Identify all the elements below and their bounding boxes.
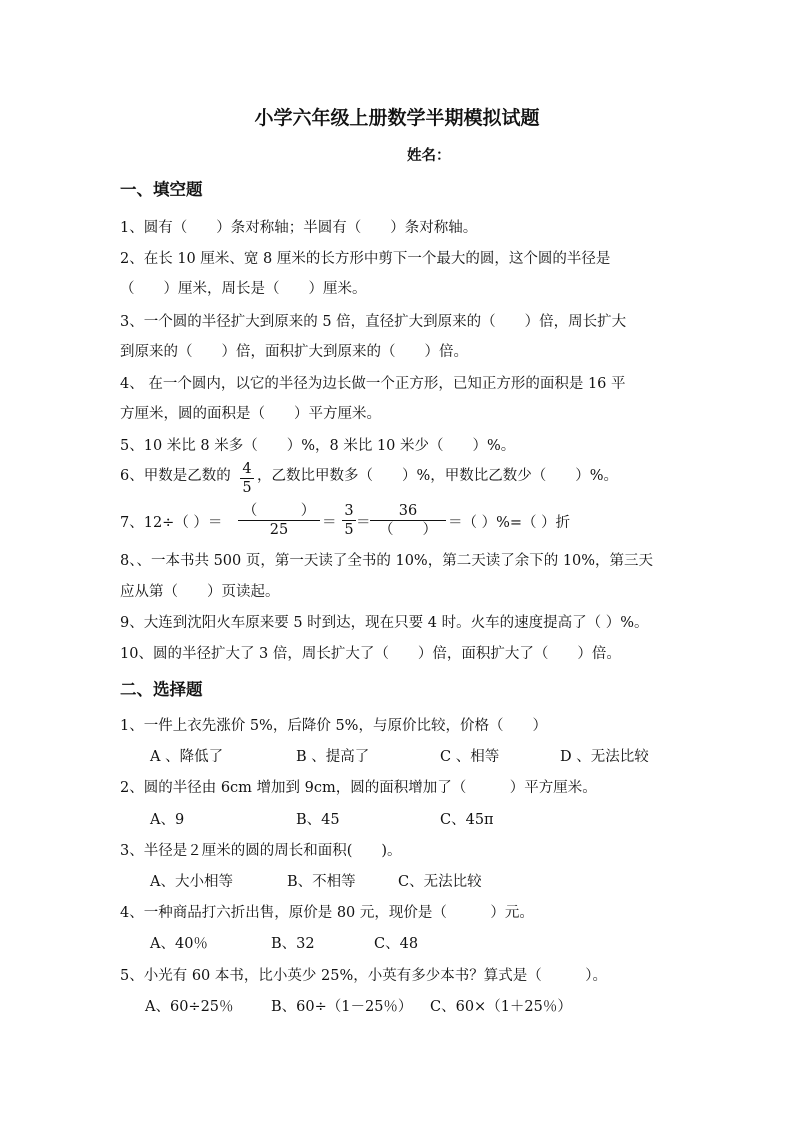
question-1-6-suffix: ，乙数比甲数多（ ）%，甲数比乙数少（ ）%。 (257, 468, 619, 484)
question-1-1: 1、圆有（ ）条对称轴；半圆有（ ）条对称轴。 (120, 220, 478, 236)
question-1-4-line1: 4、 在一个圆内，以它的半径为边长做一个正方形，已知正方形的面积是 16 平 (120, 376, 626, 392)
option-2-4-a: A、40％ (150, 936, 208, 952)
question-1-9: 9、大连到沈阳火车原来要 5 时到达，现在只要 4 时。火车的速度提高了（ ）%。 (120, 615, 649, 631)
fraction-numerator: 3 (344, 503, 354, 519)
option-2-1-b: B 、提高了 (296, 749, 370, 765)
fraction-four-fifths (240, 460, 254, 497)
fraction-numerator: （ ） (242, 503, 316, 519)
question-1-2-line1: 2、在长 10 厘米、宽 8 厘米的长方形中剪下一个最大的圆，这个圆的半径是 (120, 251, 611, 267)
fraction-denominator: 5 (344, 522, 354, 538)
question-1-4-line2: 方厘米，圆的面积是（ ）平方厘米。 (120, 406, 381, 422)
question-2-3: 3、半径是２厘米的圆的周长和面积( )。 (120, 843, 402, 859)
option-2-5-a: A、60÷25％ (145, 999, 234, 1015)
name-label: 姓名： (407, 147, 451, 164)
fraction-numerator: 36 (398, 503, 418, 519)
question-1-2-line2: （ ）厘米，周长是（ ）厘米。 (120, 281, 367, 297)
fraction-blank-over-25 (238, 502, 320, 539)
option-2-2-c: C、45π (440, 812, 494, 828)
option-2-2-a: A、9 (150, 812, 185, 828)
fraction-denominator: （ ） (379, 522, 437, 538)
page-title: 小学六年级上册数学半期模拟试题 (254, 107, 540, 129)
section-heading-multiple-choice: 二、选择题 (120, 680, 203, 699)
option-2-4-c: C、48 (374, 936, 419, 952)
question-1-8-line2: 应从第（ ）页读起。 (120, 584, 280, 600)
question-2-4: 4、一种商品打六折出售，原价是 80 元，现价是（ ）元。 (120, 905, 534, 921)
question-1-6-prefix: 6、甲数是乙数的 (120, 468, 231, 484)
section-heading-fill-blank: 一、填空题 (120, 180, 203, 199)
fraction-denominator: 25 (269, 522, 289, 538)
question-2-1: 1、一件上衣先涨价 5%，后降价 5%，与原价比较，价格（ ） (120, 718, 547, 734)
option-2-1-c: C 、相等 (440, 749, 500, 765)
equals-sign: ＝ (322, 515, 337, 531)
option-2-3-a: A、大小相等 (150, 874, 233, 890)
fraction-36-over-blank (370, 502, 446, 539)
option-2-5-c: C、60×（1＋25％） (430, 999, 572, 1015)
question-1-3-line2: 到原来的（ ）倍，面积扩大到原来的（ ）倍。 (120, 344, 468, 360)
question-1-8-line1: 8、、一本书共 500 页，第一天读了全书的 10%，第二天读了余下的 10%，第三天 (120, 553, 654, 569)
option-2-4-b: B、32 (271, 936, 315, 952)
fraction-denominator: 5 (242, 480, 252, 496)
option-2-3-b: B、不相等 (287, 874, 356, 890)
equals-sign: ＝ (356, 515, 371, 531)
option-2-5-b: B、60÷（1－25％） (271, 999, 413, 1015)
question-1-7-prefix: 7、12÷（ ）＝ (120, 515, 223, 531)
option-2-1-d: D 、无法比较 (560, 749, 649, 765)
option-2-2-b: B、45 (296, 812, 340, 828)
fraction-three-fifths (342, 502, 356, 539)
question-2-5: 5、小光有 60 本书，比小英少 25%，小英有多少本书？算式是（ ）。 (120, 968, 607, 984)
question-2-2: 2、圆的半径由 6cm 增加到 9cm，圆的面积增加了（ ）平方厘米。 (120, 780, 597, 796)
option-2-3-c: C、无法比较 (398, 874, 482, 890)
question-1-10: 10、圆的半径扩大了 3 倍，周长扩大了（ ）倍，面积扩大了（ ）倍。 (120, 646, 621, 662)
fraction-numerator: 4 (242, 461, 252, 477)
question-1-7-suffix: ＝（ ）%=（ ）折 (448, 515, 571, 531)
question-1-3-line1: 3、一个圆的半径扩大到原来的 5 倍，直径扩大到原来的（ ）倍，周长扩大 (120, 314, 627, 330)
question-1-5: 5、10 米比 8 米多（ ）%，8 米比 10 米少（ ）%。 (120, 438, 516, 454)
option-2-1-a: A 、降低了 (150, 749, 224, 765)
